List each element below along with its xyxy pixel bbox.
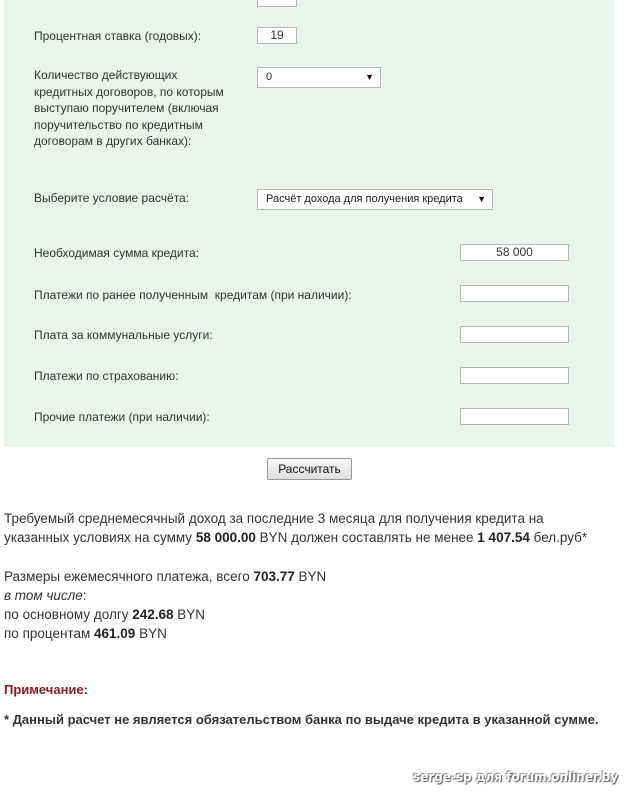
required-income-value: 1 407.54 (477, 530, 530, 545)
rate-input[interactable]: 19 (257, 27, 297, 44)
interest-prefix: по процентам (4, 626, 95, 641)
chevron-down-icon: ▼ (365, 72, 374, 82)
principal-line (4, 605, 205, 624)
including-colon: : (82, 588, 87, 603)
chevron-down-icon: ▼ (477, 194, 486, 204)
including-line (4, 586, 87, 605)
result-line-1: Требуемый среднемесячный доход за последние 3 месяца для получения кредита на (4, 511, 544, 526)
contracts-label: Количество действующих кредитных договоров, по которым выступаю поручителем (включая поручительство по кредитным договорам в других банках): (34, 68, 224, 148)
result-line-2-prefix: указанных условиях на сумму (4, 530, 196, 545)
contracts-select[interactable] (257, 67, 381, 88)
insurance-input[interactable] (460, 367, 569, 384)
monthly-payment-currency: BYN (294, 569, 327, 584)
result-line-2 (4, 528, 587, 547)
amount-label: Необходимая сумма кредита: (34, 246, 200, 260)
including-text: в том числе (4, 588, 83, 603)
utility-input[interactable] (460, 326, 569, 343)
principal-prefix: по основному долгу (4, 607, 133, 622)
other-input[interactable] (460, 408, 569, 425)
top-partial-input[interactable] (257, 0, 297, 7)
prev-payments-label: Платежи по ранее полученным кредитам (при наличии): (34, 288, 352, 302)
result-line-2-suffix: бел.руб* (529, 530, 588, 545)
note-title: Примечание: (4, 682, 88, 697)
utility-label: Плата за коммунальные услуги: (34, 328, 213, 342)
principal-value: 242.68 (132, 607, 174, 622)
interest-line (4, 624, 167, 643)
principal-currency: BYN (173, 607, 206, 622)
amount-input[interactable]: 58 000 (460, 244, 569, 261)
credit-sum-value: 58 000.00 (195, 530, 256, 545)
other-label: Прочие платежи (при наличии): (34, 410, 210, 424)
condition-label: Выберите условие расчёта: (34, 191, 190, 205)
insurance-label: Платежи по страхованию: (34, 369, 179, 383)
monthly-payment-value: 703.77 (253, 569, 295, 584)
interest-value: 461.09 (94, 626, 136, 641)
note-text: * Данный расчет не является обязательством банка по выдаче кредита в указанной сумме. (4, 712, 599, 727)
contracts-select-value: 0 (266, 71, 273, 83)
result-line-2-mid: BYN должен составлять не менее (255, 530, 478, 545)
prev-payments-input[interactable] (460, 285, 569, 302)
calculate-button[interactable]: Рассчитать (267, 458, 352, 480)
monthly-payment-line (4, 567, 326, 586)
interest-currency: BYN (135, 626, 167, 641)
monthly-payment-prefix: Размеры ежемесячного платежа, всего (4, 569, 254, 584)
condition-select[interactable] (257, 189, 493, 210)
calculator-form-panel (4, 0, 614, 447)
watermark: serge-sp для forum.onliner.by (413, 770, 619, 784)
rate-label: Процентная ставка (годовых): (34, 29, 202, 43)
condition-select-value: Расчёт дохода для получения кредита (266, 193, 463, 205)
